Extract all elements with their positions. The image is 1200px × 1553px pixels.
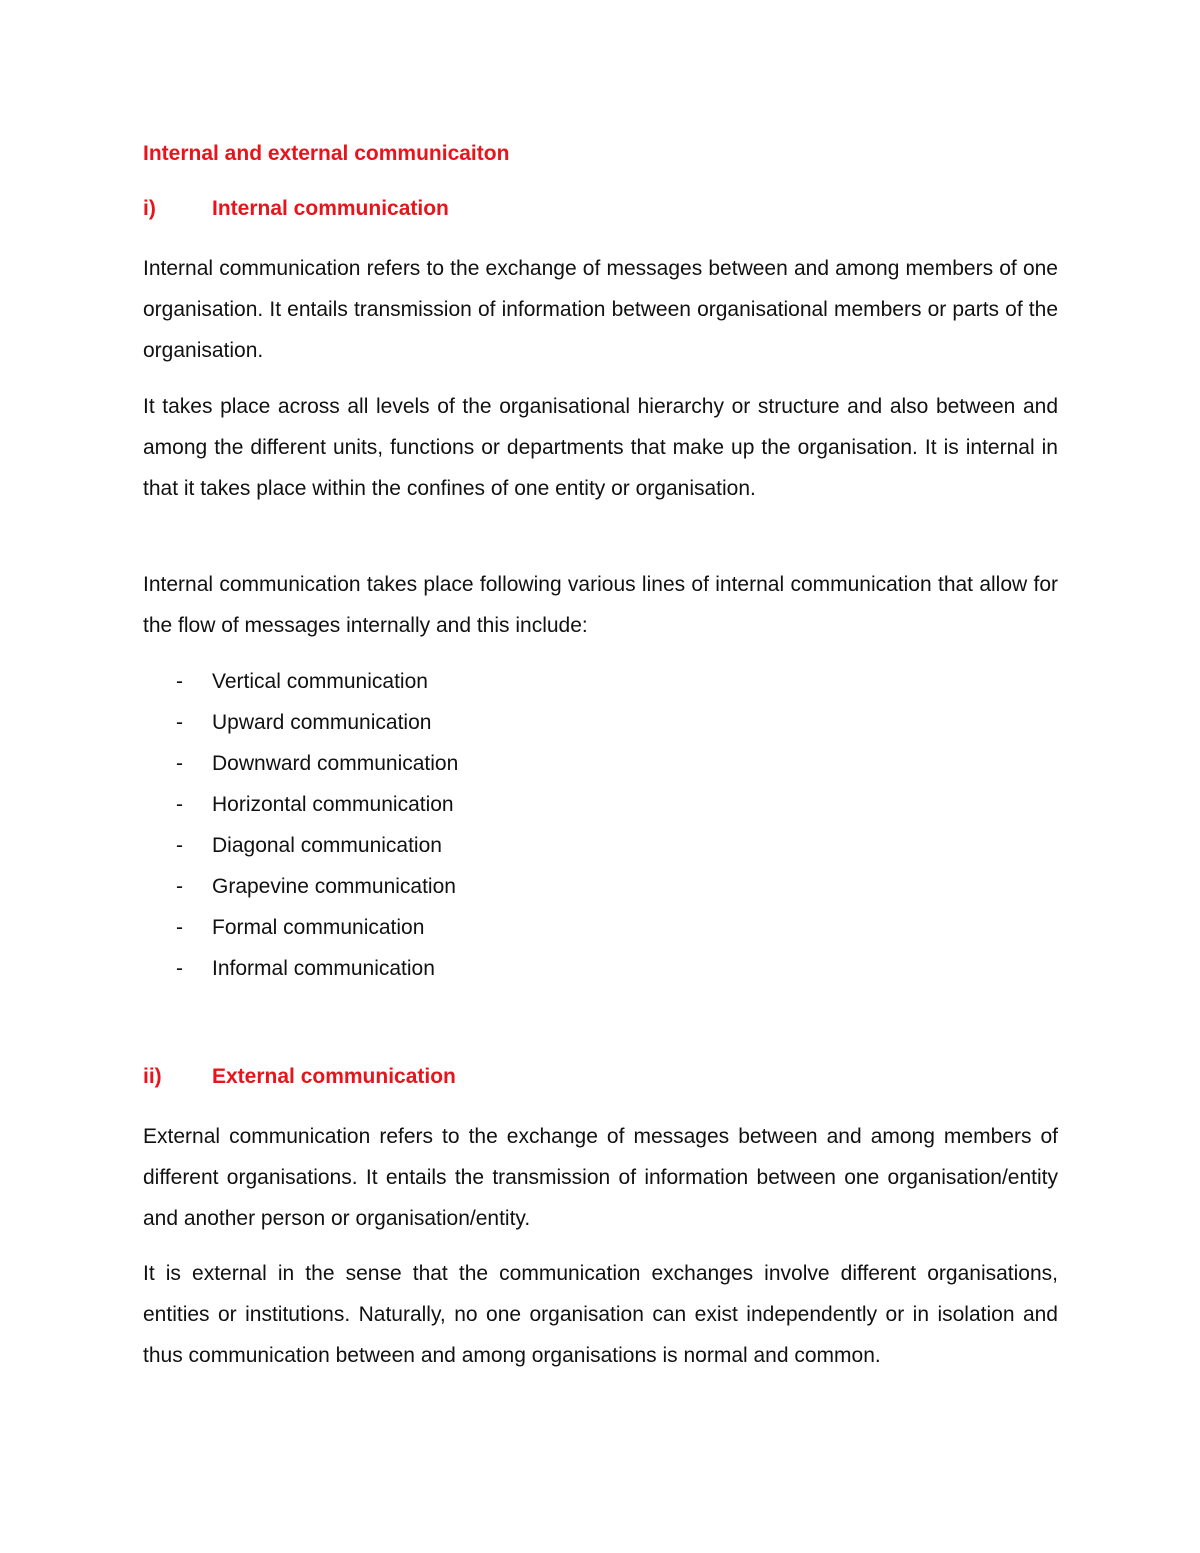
section-heading-external (143, 1065, 456, 1089)
list-item-text: Upward communication (212, 711, 432, 734)
section-heading-internal (143, 197, 449, 221)
list-marker: - (176, 875, 183, 898)
list-item-text: Grapevine communication (212, 875, 456, 898)
list-marker: - (176, 957, 183, 980)
internal-paragraph-1: Internal communication refers to the exchange of messages between and among members of one organisation. It entails transmission of information between organisational members or parts of the organisation. (143, 257, 1058, 362)
list-item (143, 907, 1058, 948)
list-item (143, 825, 1058, 866)
internal-paragraph-2: It takes place across all levels of the organisational hierarchy or structure and also between and among the different units, functions or departments that make up the organisation. It is internal in that it takes place within the confines of one entity or organisation. (143, 395, 1058, 500)
list-item (143, 948, 1058, 989)
list-marker: - (176, 793, 183, 816)
section-heading-text: External communication (212, 1065, 456, 1088)
list-marker: - (176, 711, 183, 734)
section-heading-text: Internal communication (212, 197, 449, 220)
list-marker: - (176, 670, 183, 693)
list-item (143, 866, 1058, 907)
list-item-text: Vertical communication (212, 670, 428, 693)
list-item-text: Formal communication (212, 916, 425, 939)
list-item (143, 784, 1058, 825)
list-item-text: Downward communication (212, 752, 459, 775)
list-item (143, 743, 1058, 784)
section-number: i) (143, 197, 156, 220)
internal-paragraph-3: Internal communication takes place following various lines of internal communication that allow for the flow of messages internally and this include: (143, 573, 1058, 637)
list-item-text: Informal communication (212, 957, 435, 980)
external-paragraph-2: It is external in the sense that the communication exchanges involve different organisations, entities or institutions. Naturally, no one organisation can exist independently or in isolation and thus communication between and among organisations is normal and common. (143, 1262, 1058, 1367)
internal-communication-lines-list (143, 661, 1058, 989)
external-paragraph-1: External communication refers to the exchange of messages between and among members of different organisations. It entails the transmission of information between one organisation/entity and another person or organisation/entity. (143, 1125, 1058, 1230)
list-item-text: Horizontal communication (212, 793, 454, 816)
list-item-text: Diagonal communication (212, 834, 442, 857)
list-marker: - (176, 916, 183, 939)
document-title: Internal and external communicaiton (143, 142, 510, 165)
list-item (143, 702, 1058, 743)
section-number: ii) (143, 1065, 162, 1088)
list-item (143, 661, 1058, 702)
list-marker: - (176, 752, 183, 775)
list-marker: - (176, 834, 183, 857)
